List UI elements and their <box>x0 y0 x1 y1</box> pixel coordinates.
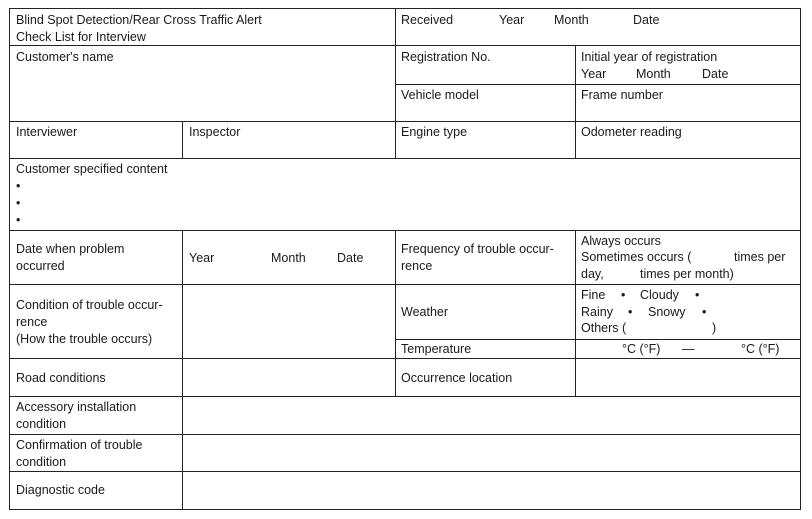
column-divider <box>395 230 396 396</box>
per-month-label: times per month) <box>640 267 734 281</box>
vehicle-model-label: Vehicle model <box>401 88 479 102</box>
date-problem-label-line1: Date when problem <box>16 242 125 256</box>
frequency-label-line2: rence <box>401 259 433 273</box>
temperature-label: Temperature <box>401 342 472 356</box>
initial-year-date-label: Date <box>702 67 729 81</box>
customer-name-label: Customer's name <box>16 50 114 64</box>
inspector-label: Inspector <box>189 125 241 139</box>
always-occurs-option: Always occurs <box>581 234 661 248</box>
problem-year-label: Year <box>189 251 215 265</box>
weather-cloudy-option: Cloudy <box>640 288 679 302</box>
row-divider <box>9 284 801 285</box>
weather-others-option: Others ( <box>581 321 627 335</box>
received-label: Received <box>401 13 454 27</box>
odometer-label: Odometer reading <box>581 125 682 139</box>
occurrence-location-label: Occurrence location <box>401 371 513 385</box>
initial-year-year-label: Year <box>581 67 607 81</box>
column-divider <box>182 121 183 158</box>
weather-fine-option: Fine <box>581 288 606 302</box>
frequency-label-line1: Frequency of trouble occur- <box>401 242 554 256</box>
confirmation-label-line2: condition <box>16 455 67 469</box>
form-title-line1: Blind Spot Detection/Rear Cross Traffic Alert <box>16 13 262 27</box>
accessory-label-line1: Accessory installation <box>16 400 137 414</box>
received-year-label: Year <box>499 13 525 27</box>
others-close-paren: ) <box>712 321 717 335</box>
row-divider <box>395 84 801 85</box>
content-bullet: • <box>16 213 21 227</box>
received-month-label: Month <box>554 13 589 27</box>
temperature-unit-low: °C (°F) <box>622 342 661 356</box>
bullet-separator: • <box>628 305 633 319</box>
content-bullet: • <box>16 196 21 210</box>
row-divider <box>9 358 801 359</box>
column-divider <box>575 230 576 396</box>
problem-date-label: Date <box>337 251 364 265</box>
diagnostic-code-label: Diagnostic code <box>16 483 105 497</box>
frame-number-label: Frame number <box>581 88 663 102</box>
times-per-label: times per <box>734 250 786 264</box>
temperature-range-dash: — <box>682 342 695 356</box>
column-divider <box>395 8 396 158</box>
row-divider <box>9 121 801 122</box>
condition-label-line2: rence <box>16 315 48 329</box>
problem-month-label: Month <box>271 251 306 265</box>
accessory-label-line2: condition <box>16 417 67 431</box>
form-title-line2: Check List for Interview <box>16 30 146 44</box>
sometimes-occurs-option: Sometimes occurs ( <box>581 250 692 264</box>
row-divider <box>9 434 801 435</box>
bullet-separator: • <box>702 305 707 319</box>
initial-year-label: Initial year of registration <box>581 50 718 64</box>
content-bullet: • <box>16 179 21 193</box>
confirmation-label-line1: Confirmation of trouble <box>16 438 143 452</box>
row-divider <box>9 396 801 397</box>
row-divider <box>9 471 801 472</box>
registration-no-label: Registration No. <box>401 50 491 64</box>
engine-type-label: Engine type <box>401 125 468 139</box>
initial-year-month-label: Month <box>636 67 671 81</box>
customer-content-label: Customer specified content <box>16 162 168 176</box>
weather-rainy-option: Rainy <box>581 305 613 319</box>
road-conditions-label: Road conditions <box>16 371 106 385</box>
received-date-label: Date <box>633 13 660 27</box>
weather-snowy-option: Snowy <box>648 305 686 319</box>
per-day-label: day, <box>581 267 604 281</box>
column-divider <box>182 230 183 510</box>
bullet-separator: • <box>621 288 626 302</box>
bullet-separator: • <box>695 288 700 302</box>
row-divider <box>9 230 801 231</box>
column-divider <box>575 45 576 158</box>
row-divider <box>395 339 801 340</box>
interviewer-label: Interviewer <box>16 125 78 139</box>
condition-label-line1: Condition of trouble occur- <box>16 298 163 312</box>
condition-label-line3: (How the trouble occurs) <box>16 332 153 346</box>
row-divider <box>9 158 801 159</box>
weather-label: Weather <box>401 305 449 319</box>
date-problem-label-line2: occurred <box>16 259 65 273</box>
temperature-unit-high: °C (°F) <box>741 342 780 356</box>
